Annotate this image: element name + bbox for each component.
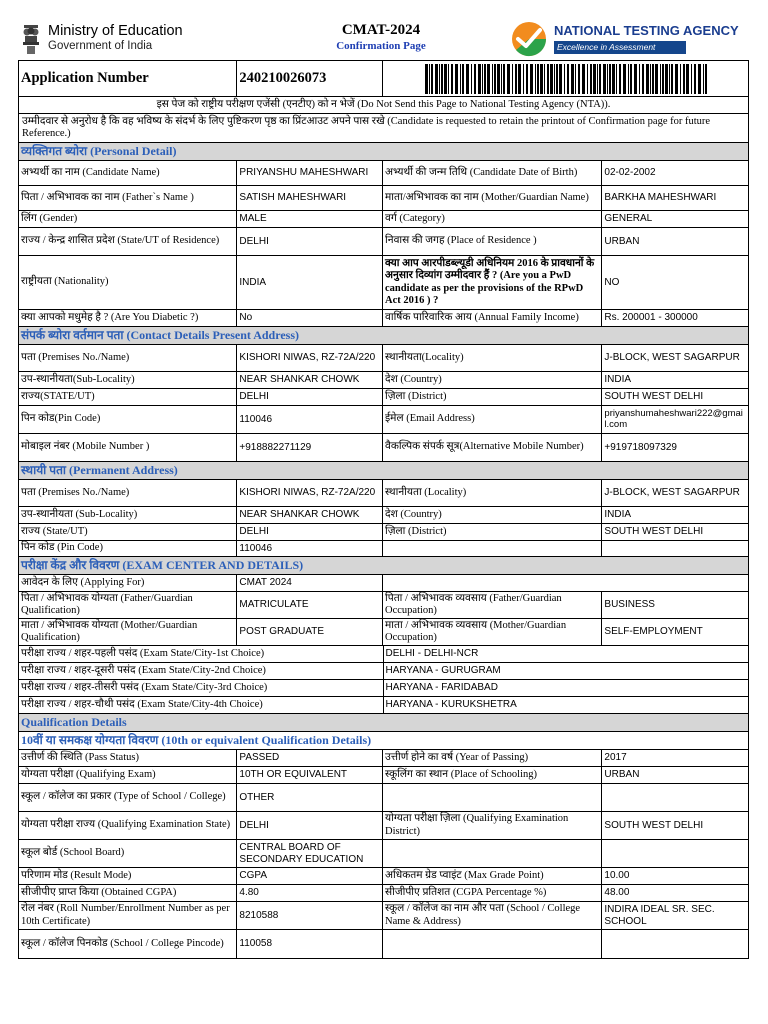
barcode-bar xyxy=(652,64,654,94)
section-contact-heading xyxy=(19,327,748,345)
table-row xyxy=(19,541,748,557)
confirmation-form xyxy=(18,60,749,959)
barcode-bar xyxy=(526,64,528,94)
barcode-bar xyxy=(556,64,558,94)
barcode-bar xyxy=(669,64,670,94)
barcode-bar xyxy=(619,64,621,94)
field-label: वार्षिक पारिवारिक आय (Annual Family Income) xyxy=(383,310,602,326)
field-value: Rs. 200001 - 300000 xyxy=(604,312,698,324)
barcode-bar xyxy=(439,64,440,94)
page-header xyxy=(0,0,768,60)
field-label: स्कूल / कॉलेज का प्रकार (Type of School / College) xyxy=(19,784,237,811)
barcode-bar xyxy=(691,64,692,94)
field-label: देश (Country) xyxy=(383,372,602,388)
barcode-bar xyxy=(609,64,611,94)
field-value: No xyxy=(237,310,383,326)
field-label: राष्ट्रीयता (Nationality) xyxy=(19,256,237,309)
field-value: SOUTH WEST DELHI xyxy=(604,391,704,403)
field-label: योग्यता परीक्षा ज़िला (Qualifying Examination District) xyxy=(383,812,602,839)
field-label: निवास की जगह (Place of Residence ) xyxy=(383,228,602,255)
barcode-bar xyxy=(523,64,524,94)
barcode-bar xyxy=(425,64,428,94)
field-label: परीक्षा राज्य / शहर-पहली पसंद (Exam State/City-1st Choice) xyxy=(19,646,384,662)
field-value: +918882271129 xyxy=(237,434,383,461)
field-value: CENTRAL BOARD OF SECONDARY EDUCATION xyxy=(237,840,383,867)
field-value: OTHER xyxy=(237,784,383,811)
field-label: वर्ग (Category) xyxy=(383,211,602,227)
agency-tagline: Excellence in Assessment xyxy=(554,41,686,54)
field-label: योग्यता परीक्षा (Qualifying Exam) xyxy=(19,767,237,783)
field-value: INDIA xyxy=(604,509,632,521)
field-label: रोल नंबर (Roll Number/Enrollment Number as per 10th Certificate) xyxy=(19,902,237,929)
nta-logo-icon xyxy=(510,20,548,58)
retain-printout-note xyxy=(19,114,748,143)
barcode-bar xyxy=(441,64,443,94)
table-row xyxy=(19,372,748,389)
table-row xyxy=(19,784,748,812)
field-label: पता (Premises No./Name) xyxy=(19,345,237,371)
barcode-bar xyxy=(587,64,588,94)
table-row xyxy=(19,840,748,868)
field-label: वैकल्पिक संपर्क सूत्र(Alternative Mobile Number) xyxy=(383,434,602,461)
field-label: पता (Premises No./Name) xyxy=(19,480,237,506)
table-row xyxy=(19,680,748,697)
barcode-bar xyxy=(650,64,651,94)
barcode-bar xyxy=(515,64,517,94)
barcode-bar xyxy=(683,64,685,94)
barcode-bar xyxy=(530,64,533,94)
section-personal-heading xyxy=(19,143,748,161)
field-value: HARYANA - GURUGRAM xyxy=(385,665,501,677)
barcode-bar xyxy=(646,64,649,94)
barcode-bar xyxy=(460,64,461,94)
barcode-bar xyxy=(575,64,576,94)
field-value: KISHORI NIWAS, RZ-72A/220 xyxy=(237,480,383,506)
field-label: परीक्षा राज्य / शहर-दूसरी पसंद (Exam State/City-2nd Choice) xyxy=(19,663,384,679)
table-row xyxy=(19,575,748,592)
table-row xyxy=(19,524,748,541)
barcode-bar xyxy=(675,64,678,94)
table-row xyxy=(19,434,748,462)
field-label: पिता / अभिभावक योग्यता (Father/Guardian Qualification) xyxy=(19,592,237,618)
do-not-send-text: इस पेज को राष्ट्रीय परीक्षण एजेंसी (एनटीए) को न भेजें (Do Not Send this Page to National Testing Agency (NTA)). xyxy=(156,99,611,110)
barcode-bar xyxy=(444,64,447,94)
table-row xyxy=(19,902,748,930)
barcode-bar xyxy=(451,64,453,94)
table-row xyxy=(19,186,748,211)
barcode-bar xyxy=(559,64,562,94)
field-value: J-BLOCK, WEST SAGARPUR xyxy=(604,352,740,364)
table-row xyxy=(19,161,748,186)
barcode-bar xyxy=(535,64,536,94)
field-value: CGPA xyxy=(237,868,383,884)
barcode-bar xyxy=(537,64,539,94)
section-title: परीक्षा केंद्र और विवरण (EXAM CENTER AND DETAILS) xyxy=(21,557,304,572)
field-label: लिंग (Gender) xyxy=(19,211,237,227)
barcode-bar xyxy=(466,64,469,94)
barcode-bar xyxy=(429,64,430,94)
section-qualification-heading xyxy=(19,714,748,732)
barcode-bar xyxy=(518,64,521,94)
field-value: +919718097329 xyxy=(604,441,677,453)
barcode-bar xyxy=(462,64,464,94)
field-value xyxy=(602,840,748,867)
ministry-name: Ministry of Education xyxy=(48,23,183,39)
field-value: POST GRADUATE xyxy=(237,619,383,645)
table-row xyxy=(19,389,748,406)
barcode-bar xyxy=(448,64,449,94)
table-row xyxy=(19,812,748,840)
field-value: 10TH OR EQUIVALENT xyxy=(237,767,383,783)
field-value: CMAT 2024 xyxy=(237,575,383,591)
field-label: पिन कोड (Pin Code) xyxy=(19,541,237,556)
barcode-bar xyxy=(660,64,661,94)
application-number-row xyxy=(19,61,748,97)
table-row xyxy=(19,767,748,784)
table-row xyxy=(19,228,748,256)
field-value: GENERAL xyxy=(604,213,653,225)
table-row xyxy=(19,507,748,524)
field-value: INDIA xyxy=(237,256,383,309)
table-row xyxy=(19,256,748,310)
field-label: राज्य / केन्द्र शासित प्रदेश (State/UT of Residence) xyxy=(19,228,237,255)
field-value: SOUTH WEST DELHI xyxy=(604,819,704,831)
barcode-bar xyxy=(492,64,493,94)
barcode-bar xyxy=(582,64,585,94)
field-label: उप-स्थानीयता(Sub-Locality) xyxy=(19,372,237,388)
barcode-bar xyxy=(503,64,505,94)
application-number-value: 240210026073 xyxy=(239,70,327,87)
section-exam-center-heading xyxy=(19,557,748,575)
barcode-bar xyxy=(478,64,481,94)
field-value: 2017 xyxy=(604,752,627,764)
field-value: SOUTH WEST DELHI xyxy=(604,526,704,538)
barcode-bar xyxy=(578,64,580,94)
field-label: परिणाम मोड (Result Mode) xyxy=(19,868,237,884)
table-row xyxy=(19,750,748,767)
page-title: Confirmation Page xyxy=(336,40,426,52)
exam-title-block xyxy=(300,22,462,53)
field-label xyxy=(383,840,602,867)
field-label: स्थानीयता (Locality) xyxy=(383,480,602,506)
table-row xyxy=(19,930,748,958)
section-title: संपर्क ब्योरा वर्तमान पता (Contact Details Present Address) xyxy=(21,327,300,342)
field-value: MALE xyxy=(237,211,383,227)
field-value: DELHI xyxy=(237,524,383,540)
field-value xyxy=(602,541,748,556)
barcode-bar xyxy=(482,64,483,94)
field-label: अभ्यर्थी की जन्म तिथि (Candidate Date of Birth) xyxy=(383,161,602,185)
barcode-bar xyxy=(616,64,617,94)
barcode-bar xyxy=(507,64,510,94)
nta-logo-block xyxy=(510,20,758,58)
field-value: KISHORI NIWAS, RZ-72A/220 xyxy=(237,345,383,371)
barcode-bar xyxy=(590,64,592,94)
field-value: SELF-EMPLOYMENT xyxy=(604,626,703,638)
barcode-bar xyxy=(703,64,704,94)
field-label xyxy=(383,930,602,958)
barcode-bar xyxy=(607,64,608,94)
table-row xyxy=(19,619,748,646)
barcode-bar xyxy=(484,64,486,94)
field-label: क्या आपको मधुमेह है ? (Are You Diabetic ?) xyxy=(19,310,237,326)
field-label: स्कूलिंग का स्थान (Place of Schooling) xyxy=(383,767,602,783)
field-value: NEAR SHANKAR CHOWK xyxy=(237,507,383,523)
barcode-bar xyxy=(655,64,658,94)
national-emblem-icon xyxy=(18,22,44,56)
field-value: J-BLOCK, WEST SAGARPUR xyxy=(604,487,740,499)
field-value: PRIYANSHU MAHESHWARI xyxy=(237,161,383,185)
barcode-bar xyxy=(612,64,615,94)
barcode-bar xyxy=(593,64,596,94)
field-label: ज़िला (District) xyxy=(383,524,602,540)
barcode-bar xyxy=(628,64,629,94)
field-value: NO xyxy=(604,276,620,288)
field-label: अधिकतम ग्रेड प्वाइंट (Max Grade Point) xyxy=(383,868,602,884)
field-label: माता / अभिभावक व्यवसाय (Mother/Guardian Occupation) xyxy=(383,619,602,645)
barcode-bar xyxy=(599,64,601,94)
field-value: priyanshumaheshwari222@gmail.com xyxy=(604,407,743,430)
field-value: 110046 xyxy=(237,406,383,433)
field-label: राज्य (State/UT) xyxy=(19,524,237,540)
barcode-bar xyxy=(512,64,513,94)
field-value: BARKHA MAHESHWARI xyxy=(604,192,717,204)
barcode-bar xyxy=(471,64,472,94)
field-label: ईमेल (Email Address) xyxy=(383,406,602,433)
field-value: 48.00 xyxy=(604,887,630,899)
field-label: माता/अभिभावक का नाम (Mother/Guardian Name) xyxy=(383,186,602,210)
section-title: 10वीं या समकक्ष योग्यता विवरण (10th or equivalent Qualification Details) xyxy=(21,732,372,747)
field-value: BUSINESS xyxy=(604,599,655,611)
barcode-bar xyxy=(487,64,490,94)
field-label xyxy=(383,541,602,556)
field-value: PASSED xyxy=(237,750,383,766)
field-label: स्थानीयता(Locality) xyxy=(383,345,602,371)
field-label: क्या आप आरपीडब्ल्यूडी अधिनियम 2016 के प्रावधानों के अनुसार दिव्यांग उम्मीदवार हैं ? (Are you a PwD candidate as per the provisions of the RPwD Act 2016 ) ? xyxy=(383,256,602,309)
field-value xyxy=(602,784,748,811)
field-value: URBAN xyxy=(604,235,640,247)
barcode-bar xyxy=(630,64,632,94)
table-row xyxy=(19,406,748,434)
retain-printout-text: उम्मीदवार से अनुरोध है कि वह भविष्य के संदर्भ के लिए पुष्टिकरण पृष्ठ का प्रिंटआउट अपने पास रखे (Candidate is requested to retain the printout of Confirmation page for future Reference.) xyxy=(22,116,711,140)
field-label xyxy=(383,784,602,811)
ministry-logo-block xyxy=(18,22,218,56)
table-row xyxy=(19,592,748,619)
barcode-bar xyxy=(540,64,543,94)
table-row xyxy=(19,697,748,714)
field-value: SATISH MAHESHWARI xyxy=(237,186,383,210)
barcode-bar xyxy=(567,64,569,94)
section-permanent-heading xyxy=(19,462,748,480)
field-label: स्कूल / कॉलेज पिनकोड (School / College Pincode) xyxy=(19,930,237,958)
field-label: परीक्षा राज्य / शहर-चौथी पसंद (Exam State/City-4th Choice) xyxy=(19,697,384,713)
field-value: DELHI - DELHI-NCR xyxy=(385,648,479,660)
table-row xyxy=(19,868,748,885)
field-label: पिन कोड(Pin Code) xyxy=(19,406,237,433)
field-label: मोबाइल नंबर (Mobile Number ) xyxy=(19,434,237,461)
barcode-bar xyxy=(431,64,433,94)
field-value: 8210588 xyxy=(237,902,383,929)
table-row xyxy=(19,885,748,902)
barcode-bar xyxy=(634,64,637,94)
table-row xyxy=(19,663,748,680)
barcode-bar xyxy=(642,64,644,94)
empty-cell xyxy=(383,575,748,591)
exam-title: CMAT-2024 xyxy=(341,22,421,38)
field-value: INDIA xyxy=(604,374,632,386)
field-label: देश (Country) xyxy=(383,507,602,523)
field-value: DELHI xyxy=(237,812,383,839)
do-not-send-note xyxy=(19,97,748,114)
field-value: DELHI xyxy=(237,228,383,255)
barcode-bar xyxy=(597,64,598,94)
field-label: उत्तीर्ण की स्थिति (Pass Status) xyxy=(19,750,237,766)
field-label: उप-स्थानीयता (Sub-Locality) xyxy=(19,507,237,523)
barcode-bar xyxy=(494,64,496,94)
barcode-bar xyxy=(705,64,707,94)
field-label: स्कूल / कॉलेज का नाम और पता (School / College Name & Address) xyxy=(383,902,602,929)
field-value: NEAR SHANKAR CHOWK xyxy=(237,372,383,388)
field-value: INDIRA IDEAL SR. SEC. SCHOOL xyxy=(604,904,715,927)
field-label: स्कूल बोर्ड (School Board) xyxy=(19,840,237,867)
field-label: सीजीपीए प्रतिशत (CGPA Percentage %) xyxy=(383,885,602,901)
barcode-bar xyxy=(671,64,673,94)
barcode-bar xyxy=(639,64,640,94)
barcode-bar xyxy=(544,64,545,94)
field-value: 10.00 xyxy=(604,870,630,882)
field-value: DELHI xyxy=(237,389,383,405)
table-row xyxy=(19,310,748,327)
field-label: उत्तीर्ण होने का वर्ष (Year of Passing) xyxy=(383,750,602,766)
barcode-bar xyxy=(497,64,500,94)
field-value: 4.80 xyxy=(237,885,383,901)
section-title: व्यक्तिगत ब्योरा (Personal Detail) xyxy=(21,143,177,158)
barcode-bar xyxy=(474,64,476,94)
field-value: 110046 xyxy=(237,541,383,556)
field-value xyxy=(602,930,748,958)
field-value: MATRICULATE xyxy=(237,592,383,618)
barcode-bar xyxy=(550,64,553,94)
table-row xyxy=(19,480,748,507)
barcode-bar xyxy=(564,64,565,94)
field-value: 110058 xyxy=(237,930,383,958)
barcode-bar xyxy=(694,64,696,94)
application-number-label: Application Number xyxy=(21,70,149,87)
field-label: अभ्यर्थी का नाम (Candidate Name) xyxy=(19,161,237,185)
field-label: राज्य(STATE/UT) xyxy=(19,389,237,405)
table-row xyxy=(19,211,748,228)
field-value: HARYANA - KURUKSHETRA xyxy=(385,699,517,711)
field-label: पिता / अभिभावक व्यवसाय (Father/Guardian Occupation) xyxy=(383,592,602,618)
field-value: HARYANA - FARIDABAD xyxy=(385,682,498,694)
field-label: परीक्षा राज्य / शहर-तीसरी पसंद (Exam State/City-3rd Choice) xyxy=(19,680,384,696)
barcode-bar xyxy=(547,64,549,94)
field-label: आवेदन के लिए (Applying For) xyxy=(19,575,237,591)
field-label: सीजीपीए प्राप्त किया (Obtained CGPA) xyxy=(19,885,237,901)
agency-name: NATIONAL TESTING AGENCY xyxy=(554,23,739,38)
barcode-image xyxy=(423,64,709,94)
barcode-bar xyxy=(571,64,574,94)
barcode-bar xyxy=(665,64,668,94)
section-10th-heading xyxy=(19,732,748,750)
barcode-bar xyxy=(623,64,626,94)
field-label: योग्यता परीक्षा राज्य (Qualifying Examination State) xyxy=(19,812,237,839)
field-value: URBAN xyxy=(604,769,640,781)
barcode-bar xyxy=(686,64,689,94)
barcode-bar xyxy=(680,64,681,94)
barcode-bar xyxy=(501,64,502,94)
field-value: 02-02-2002 xyxy=(604,167,656,179)
barcode-bar xyxy=(455,64,458,94)
field-label: माता / अभिभावक योग्यता (Mother/Guardian Qualification) xyxy=(19,619,237,645)
field-label: ज़िला (District) xyxy=(383,389,602,405)
table-row xyxy=(19,345,748,372)
barcode-bar xyxy=(698,64,701,94)
barcode-bar xyxy=(435,64,438,94)
barcode-bar xyxy=(662,64,664,94)
section-title: स्थायी पता (Permanent Address) xyxy=(21,462,178,477)
government-name: Government of India xyxy=(48,40,153,52)
field-label: पिता / अभिभावक का नाम (Father`s Name ) xyxy=(19,186,237,210)
section-title: Qualification Details xyxy=(21,714,127,729)
table-row xyxy=(19,646,748,663)
barcode-bar xyxy=(603,64,606,94)
barcode-bar xyxy=(554,64,555,94)
